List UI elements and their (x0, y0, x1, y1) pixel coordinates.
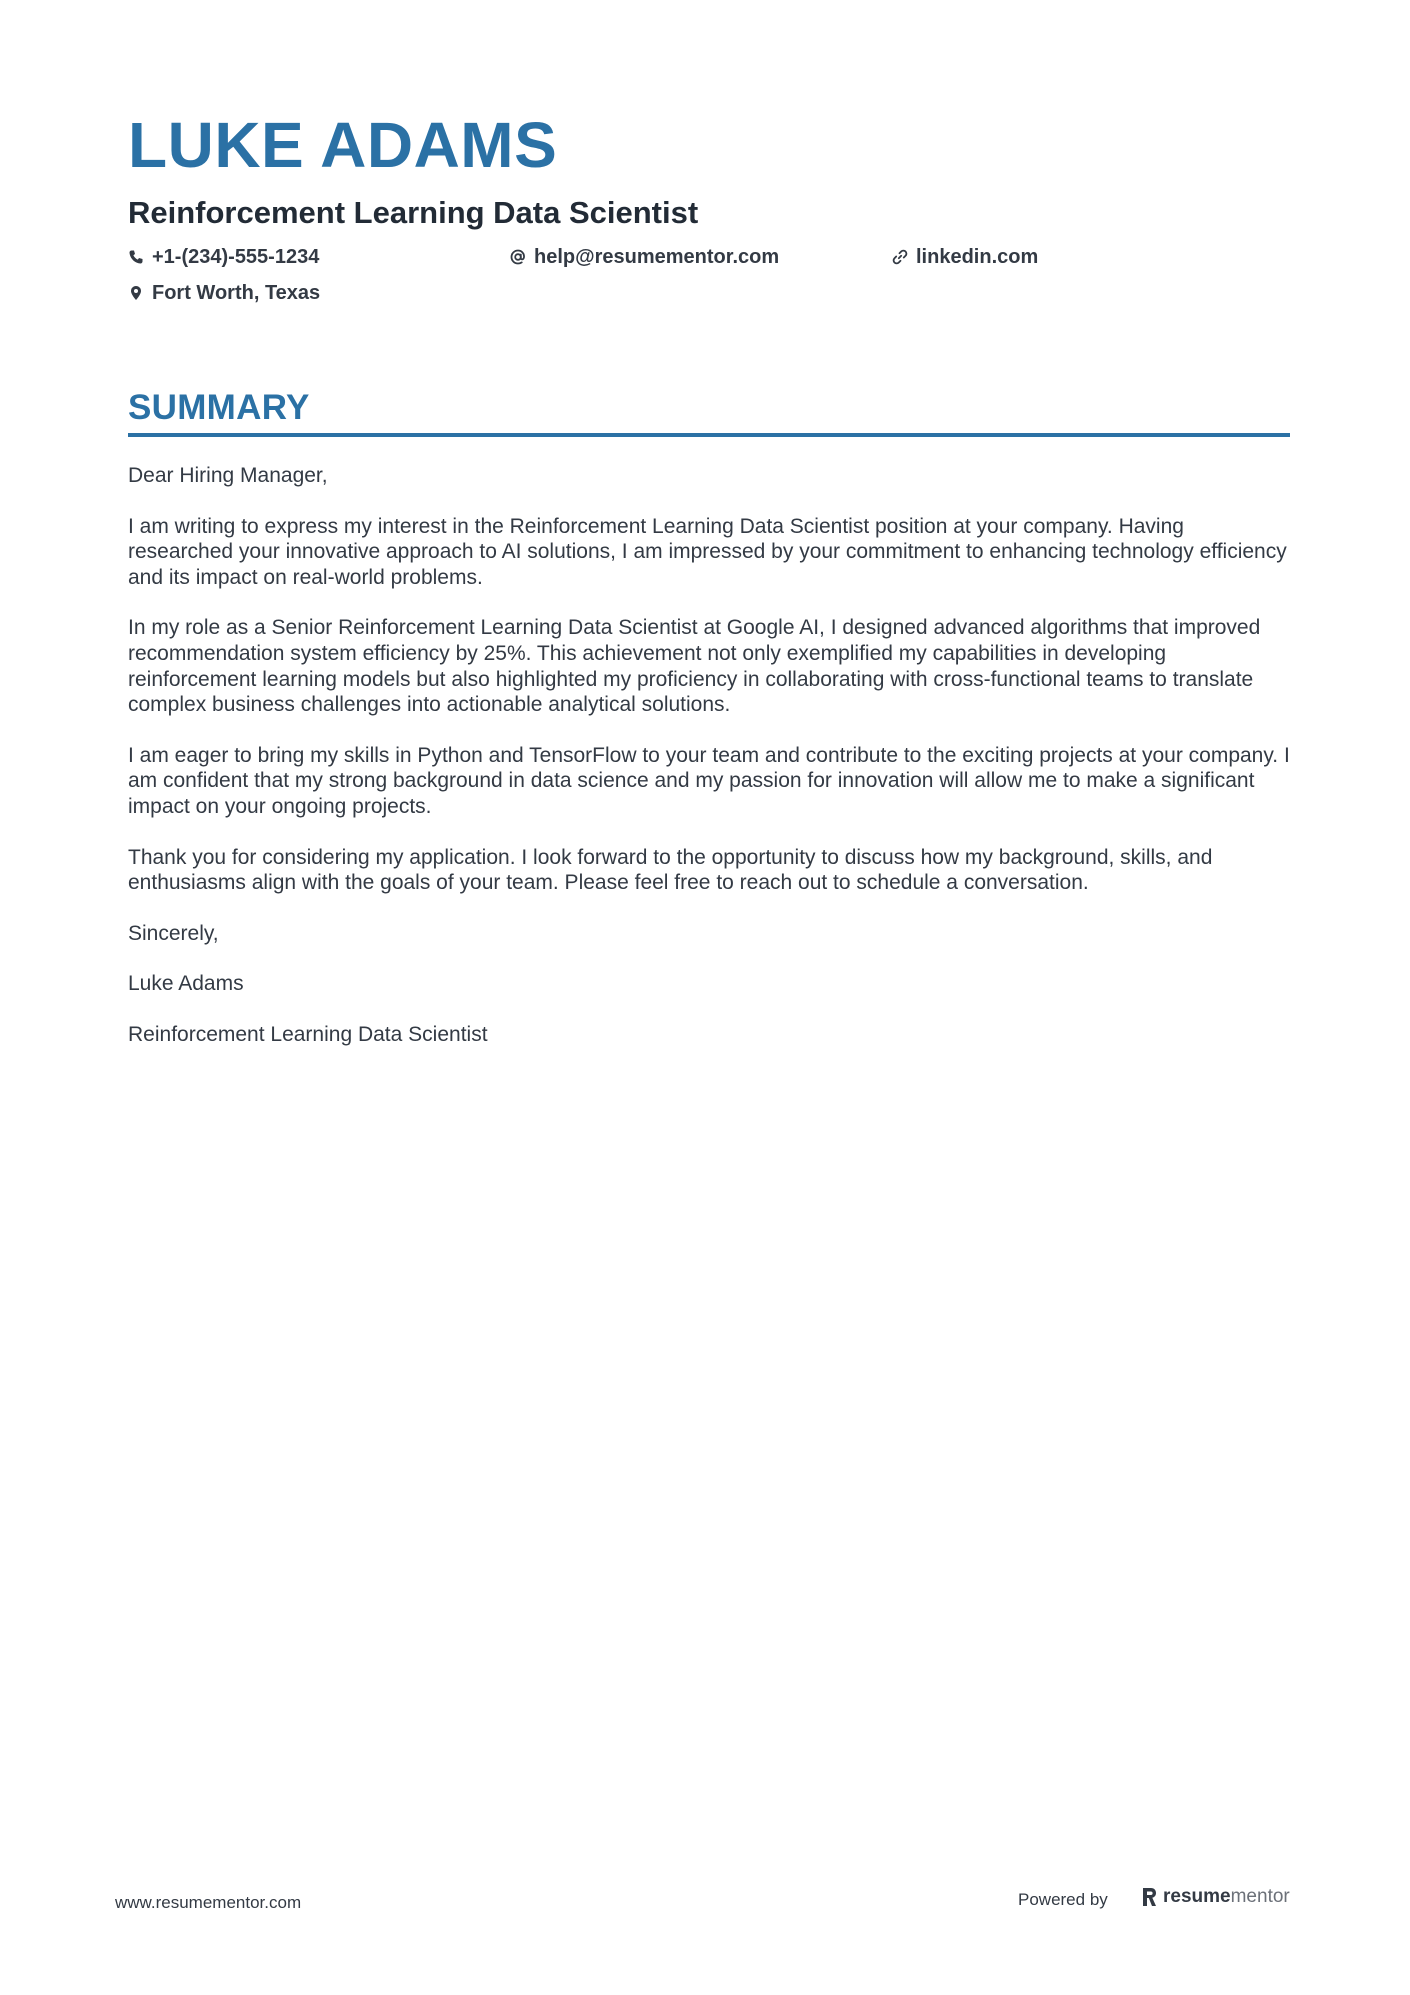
at-sign-icon (510, 249, 526, 265)
letter-paragraph: Thank you for considering my application. I look forward to the opportunity to discuss how my background, skills, and enthusiasms align with the goals of your team. Please feel free to reach out to schedule a conversation. (128, 845, 1213, 895)
candidate-name: LUKE ADAMS (128, 109, 558, 181)
resumementor-logo-icon (1141, 1886, 1159, 1908)
job-title: Reinforcement Learning Data Scientist (128, 195, 699, 230)
brand-name-bold: resume (1163, 1886, 1231, 1907)
brand-name-light: mentor (1230, 1886, 1290, 1907)
section-heading: SUMMARY (128, 388, 310, 427)
brand-logo[interactable] (1141, 1886, 1290, 1908)
contact-location (128, 279, 320, 307)
letter-paragraph: In my role as a Senior Reinforcement Learning Data Scientist at Google AI, I designed advanced algorithms that improved recommendation system efficiency by 25%. This achievement not only exemplified my capabilities in developing reinforcement learning models but also highlighted my proficiency in collaborating with cross-functional teams to translate complex business challenges into actionable analytical solutions. (128, 616, 1261, 717)
letter-body (128, 463, 1290, 1048)
phone-text: +1-(234)-555-1234 (152, 245, 320, 268)
phone-icon (128, 249, 144, 265)
section-divider (128, 433, 1290, 437)
powered-by-label: Powered by (1018, 1890, 1108, 1909)
letter-signature-name: Luke Adams (128, 972, 244, 996)
location-text: Fort Worth, Texas (152, 281, 321, 304)
contact-linkedin[interactable] (892, 243, 1038, 271)
letter-paragraph: I am eager to bring my skills in Python and TensorFlow to your team and contribute to the exciting projects at your company. I am confident that my strong background in data science and my passion for innovation will allow me to make a significant impact on your ongoing projects. (128, 743, 1290, 818)
contact-info (128, 243, 1288, 313)
footer-website-link[interactable]: www.resumementor.com (115, 1893, 302, 1912)
header (128, 105, 1288, 313)
map-pin-icon (128, 285, 144, 301)
contact-email[interactable] (510, 243, 779, 271)
summary-section (128, 385, 1290, 1073)
letter-closing: Sincerely, (128, 921, 219, 945)
linkedin-text: linkedin.com (916, 245, 1039, 268)
letter-paragraph: Dear Hiring Manager, (128, 464, 328, 487)
letter-signature-title: Reinforcement Learning Data Scientist (128, 1022, 488, 1046)
contact-phone (128, 243, 319, 271)
link-icon (892, 249, 908, 265)
email-text: help@resumementor.com (534, 245, 780, 268)
letter-paragraph: I am writing to express my interest in the Reinforcement Learning Data Scientist position at your company. Having researched your innovative approach to AI solutions, I am impressed by your commitment to enhancing technology efficiency and its impact on real-world problems. (128, 514, 1287, 589)
